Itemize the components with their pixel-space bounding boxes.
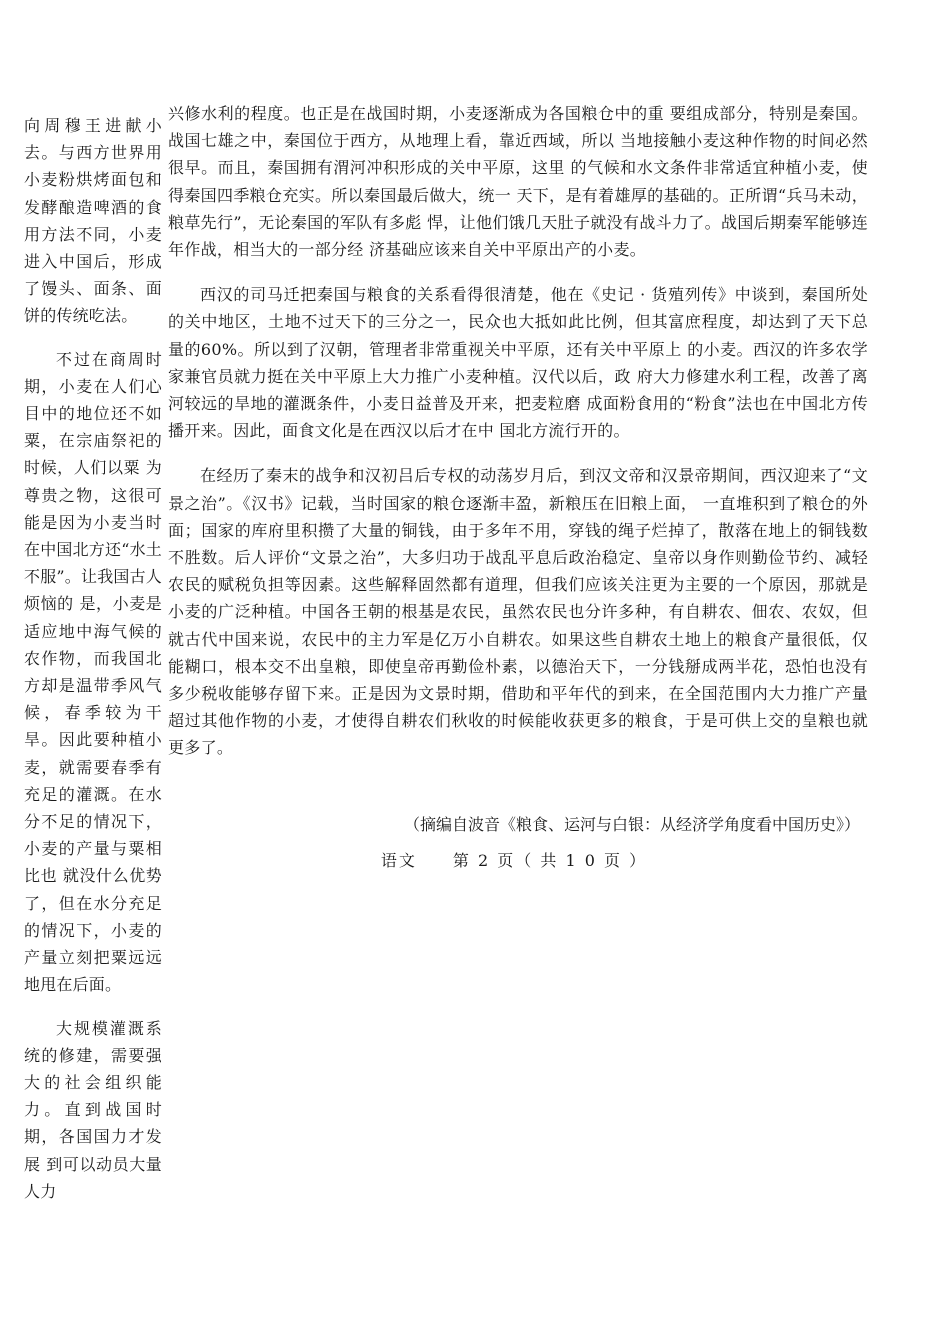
left-paragraph-2: 不过在商周时期，小麦在人们心目中的地位还不如粟，在宗庙祭祀的时候，人们以粟 为尊贵之物，这很可能是因为小麦当时在中国北方还“水土不服”。让我国古人烦恼的 是，小麦是适应地中海气候的农作物，而我国北方却是温带季风气候，春季较为干旱。因此要种植小麦，就需要春季有充足的灌溉。在水分不足的情况下，小麦的产量与粟相比也 就没什么优势了，但在水分充足的情况下，小麦的产量立刻把粟远远地甩在后面。 — [24, 349, 162, 995]
page-footer: 语文 第 2 页（ 共 1 0 页 ） — [380, 851, 648, 870]
left-text-column — [24, 112, 162, 1221]
left-paragraph-3: 大规模灌溉系统的修建，需要强大的社会组织能力。直到战国时期，各国国力才发展 到可以动员大量人力 — [24, 1018, 162, 1201]
source-citation: （摘编自波音《粮食、运河与白银：从经济学角度看中国历史》） — [403, 815, 860, 834]
left-paragraph-1: 向周穆王进献小去。与西方世界用小麦粉烘烤面包和发酵酿造啤酒的食用方法不同，小麦 进入中国后，形成了馒头、面条、面饼的传统吃法。 — [24, 116, 162, 326]
main-text-column — [168, 100, 868, 780]
main-paragraph-2: 西汉的司马迁把秦国与粮食的关系看得很清楚，他在《史记 · 货殖列传》中谈到，秦国所处的关中地区，土地不过天下的三分之一，民众也大抵如此比例，但其富庶程度，却达到了天下总量的60%。所以到了汉朝，管理者非常重视关中平原，还有关中平原上 的小麦。西汉的许多农学家兼官员就力挺在关中平原上大力推广小麦种植。汉代以后，政 府大力修建水利工程，改善了离河较远的旱地的灌溉条件，小麦日益普及开来，把麦粒磨 成面粉食用的“粉食”法也在中国北方传播开来。因此，面食文化是在西汉以后才在中 国北方流行开的。 — [168, 285, 868, 441]
main-paragraph-1: 兴修水利的程度。也正是在战国时期，小麦逐渐成为各国粮仓中的重 要组成部分，特别是秦国。战国七雄之中，秦国位于西方，从地理上看，靠近西域，所以 当地接触小麦这种作物的时间必然很早。而且，秦国拥有渭河冲积形成的关中平原，这里 的气候和水文条件非常适宜种植小麦，使得秦国四季粮仓充实。所以秦国最后做大，统一 天下，是有着雄厚的基础的。正所谓“兵马未动，粮草先行”，无论秦国的军队有多彪 悍，让他们饿几天肚子就没有战斗力了。战国后期秦军能够连年作战，相当大的一部分经 济基础应该来自关中平原出产的小麦。 — [168, 104, 868, 260]
main-paragraph-3: 在经历了秦末的战争和汉初吕后专权的动荡岁月后，到汉文帝和汉景帝期间，西汉迎来了“文景之治”。《汉书》记载，当时国家的粮仓逐渐丰盈，新粮压在旧粮上面， 一直堆积到了粮仓的外面；国家的库府里积攒了大量的铜钱，由于多年不用，穿钱的绳子烂掉了，散落在地上的铜钱数不胜数。后人评价“文景之治”，大多归功于战乱平息后政治稳定、皇帝以身作则勤俭节约、减轻农民的赋税负担等因素。这些解释固然都有道理，但我们应该关注更为主要的一个原因，那就是小麦的广泛种植。中国各王朝的根基是农民，虽然农民也分许多种，有自耕农、佃农、农奴，但就古代中国来说，农民中的主力军是亿万小自耕农。如果这些自耕农土地上的粮食产量很低，仅能糊口，根本交不出皇粮，即使皇帝再勤俭朴素，以德治天下，一分钱掰成两半花，恐怕也没有多少税收能够存留下来。正是因为文景时期，借助和平年代的到来，在全国范围内大力推广产量超过其他作物的小麦，才使得自耕农们秋收的时候能收获更多的粮食，于是可供上交的皇粮也就更多了。 — [168, 466, 868, 758]
